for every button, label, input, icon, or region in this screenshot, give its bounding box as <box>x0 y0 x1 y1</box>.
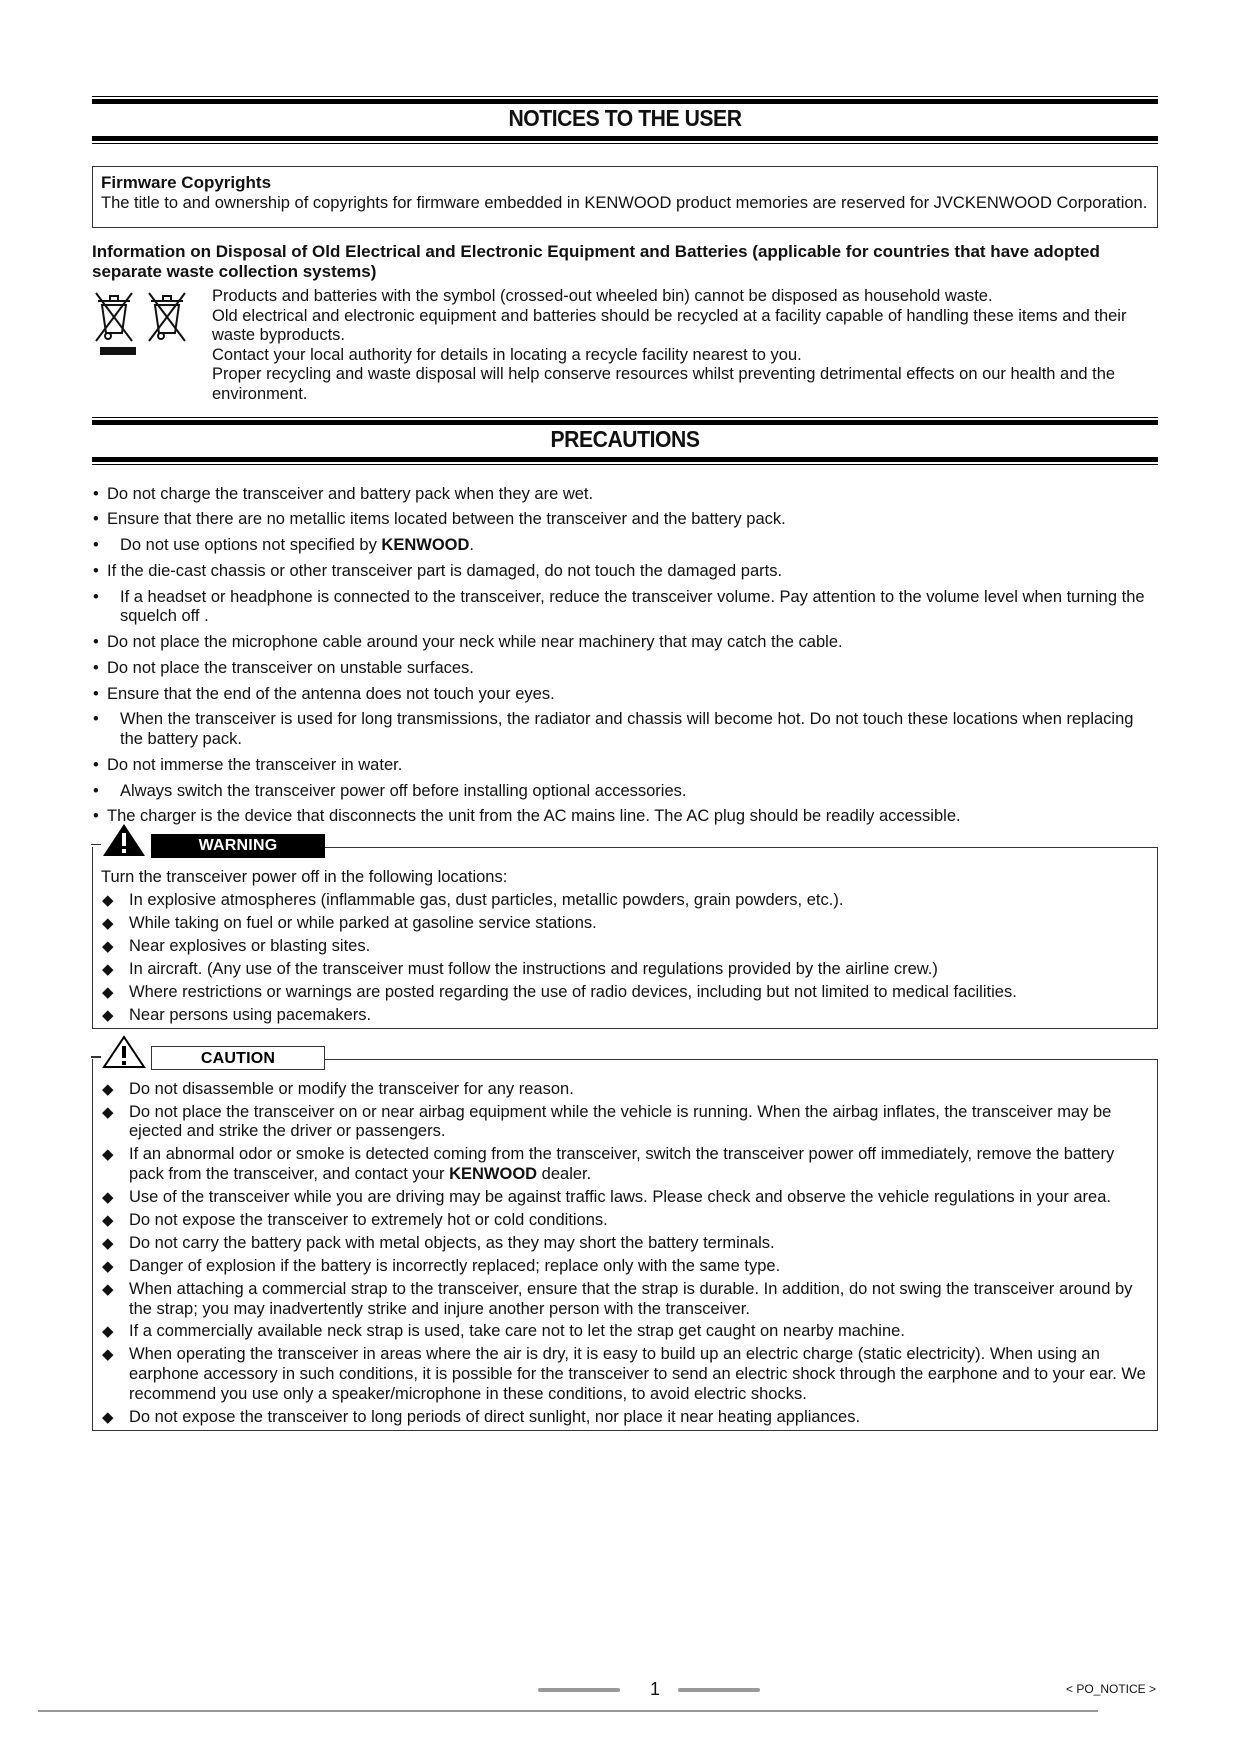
list-item: • Do not place the transceiver on unstable surfaces. <box>93 658 474 677</box>
disposal-heading: Information on Disposal of Old Electrical and Electronic Equipment and Batteries (applicable for countries that have adopted separate waste collection systems) <box>92 242 1100 281</box>
disposal-text <box>212 287 1158 405</box>
firmware-heading: Firmware Copyrights <box>101 173 272 192</box>
diamond-icon: ◆ <box>102 1323 114 1341</box>
list-item: ◆ Do not place the transceiver on or near airbag equipment while the vehicle is running. When the airbag inflates, the transceiver may be ejected and strike the driver or passengers. <box>102 1102 1112 1141</box>
diamond-icon: ◆ <box>102 1346 114 1364</box>
warning-list <box>101 891 1149 1026</box>
caution-tag <box>93 1046 323 1070</box>
diamond-icon: ◆ <box>102 1188 114 1206</box>
list-item: • Do not use options not specified by KENWOOD. <box>93 536 475 555</box>
document-page <box>92 96 1158 1431</box>
caution-label: CAUTION <box>151 1046 325 1070</box>
list-item: ◆ Do not carry the battery pack with metal objects, as they may short the battery terminals. <box>102 1233 775 1252</box>
list-item: ◆ Near explosives or blasting sites. <box>102 936 371 955</box>
list-item: ◆ Do not expose the transceiver to long periods of direct sunlight, nor place it near heating appliances. <box>102 1407 861 1426</box>
footer-divider-left <box>538 1688 620 1692</box>
list-item: • When the transceiver is used for long transmissions, the radiator and chassis will become hot. Do not touch these locations when replacing the battery pack. <box>93 710 1134 748</box>
list-item: ◆ In aircraft. (Any use of the transceiver must follow the instructions and regulations provided by the airline crew.) <box>102 959 938 978</box>
caution-box <box>92 1050 1158 1431</box>
list-item: ◆ When operating the transceiver in areas where the air is dry, it is easy to build up an electric charge (static electricity). When using an earphone accessory in such conditions, it is possible for the transceiver to send an electric shock through the earphone and to your ear. We recommend you use only a speaker/microphone in these conditions, to avoid electric shocks. <box>102 1345 1146 1403</box>
list-item: • Ensure that the end of the antenna does not touch your eyes. <box>93 684 555 703</box>
firmware-text: The title to and ownership of copyrights for firmware embedded in KENWOOD product memories are reserved for JVCKENWOOD Corporation. <box>101 194 1148 212</box>
diamond-icon: ◆ <box>102 960 114 978</box>
warning-label: WARNING <box>151 834 325 858</box>
diamond-icon: ◆ <box>102 1103 114 1121</box>
diamond-icon: ◆ <box>102 891 114 909</box>
diamond-icon: ◆ <box>102 937 114 955</box>
brand-name: KENWOOD <box>381 536 470 555</box>
list-item: • If a headset or headphone is connected to the transceiver, reduce the transceiver volume. Pay attention to the volume level when turning the squelch off . <box>93 587 1145 626</box>
list-item: • Do not place the microphone cable around your neck while near machinery that may catch the cable. <box>93 633 843 652</box>
diamond-icon: ◆ <box>102 1080 114 1098</box>
list-item: • The charger is the device that disconnects the unit from the AC mains line. The AC plug should be readily accessible. <box>93 807 961 826</box>
warning-box <box>92 836 1158 1030</box>
diamond-icon: ◆ <box>102 1408 114 1426</box>
disposal-line: Products and batteries with the symbol (crossed-out wheeled bin) cannot be disposed as household waste. <box>212 287 993 305</box>
footer-divider-right <box>678 1688 760 1692</box>
diamond-icon: ◆ <box>102 1234 114 1252</box>
disposal-line: Old electrical and electronic equipment and batteries should be recycled at a facility capable of handling these items and their waste byproducts. <box>212 306 1127 345</box>
disposal-line: Contact your local authority for details in locating a recycle facility nearest to you. <box>212 345 802 364</box>
notices-title: NOTICES TO THE USER <box>508 105 742 131</box>
warning-triangle-icon <box>101 822 147 858</box>
list-item: • Do not charge the transceiver and battery pack when they are wet. <box>93 484 594 503</box>
firmware-box <box>92 166 1158 228</box>
list-item: • Always switch the transceiver power off before installing optional accessories. <box>93 781 687 800</box>
diamond-icon: ◆ <box>102 1211 114 1229</box>
precautions-title: PRECAUTIONS <box>550 425 700 452</box>
precautions-title-bar <box>92 417 1158 465</box>
precautions-list <box>92 485 1158 827</box>
diamond-icon: ◆ <box>102 914 114 932</box>
list-item: ◆ Where restrictions or warnings are posted regarding the use of radio devices, including but not limited to medical facilities. <box>102 982 1017 1001</box>
list-item: ◆ Danger of explosion if the battery is incorrectly replaced; replace only with the same type. <box>102 1256 781 1275</box>
list-item: • Ensure that there are no metallic items located between the transceiver and the battery pack. <box>93 510 786 529</box>
caution-triangle-icon <box>101 1034 147 1070</box>
crossed-bin-icon <box>92 287 212 367</box>
diamond-icon: ◆ <box>102 1280 114 1298</box>
page-footer <box>0 1676 1241 1716</box>
list-item: ◆ If a commercially available neck strap is used, take care not to let the strap get caught on nearby machine. <box>102 1322 905 1341</box>
caution-list <box>101 1080 1149 1427</box>
list-item: ◆ Near persons using pacemakers. <box>102 1005 372 1024</box>
disposal-section <box>92 287 1158 405</box>
list-item: ◆ When attaching a commercial strap to the transceiver, ensure that the strap is durable. In addition, do not swing the transceiver around by the strap; you may inadvertently strike and injure another person with the transceiver. <box>102 1279 1133 1318</box>
list-item: ◆ While taking on fuel or while parked at gasoline service stations. <box>102 913 597 932</box>
warning-intro: Turn the transceiver power off in the following locations: <box>101 867 508 886</box>
footer-rule <box>38 1710 1098 1712</box>
disposal-icons <box>92 287 212 367</box>
diamond-icon: ◆ <box>102 1006 114 1024</box>
diamond-icon: ◆ <box>102 1146 114 1164</box>
brand-name: KENWOOD <box>449 1164 538 1183</box>
disposal-line: Proper recycling and waste disposal will help conserve resources whilst preventing detrimental effects on our health and the environment. <box>212 365 1116 403</box>
list-item: • Do not immerse the transceiver in water. <box>93 755 403 774</box>
list-item: ◆ Do not expose the transceiver to extremely hot or cold conditions. <box>102 1210 608 1229</box>
list-item: ◆ Use of the transceiver while you are driving may be against traffic laws. Please check and observe the vehicle regulations in your area. <box>102 1187 1111 1206</box>
diamond-icon: ◆ <box>102 1257 114 1275</box>
notices-title-bar <box>92 96 1158 144</box>
list-item: ◆ In explosive atmospheres (inflammable gas, dust particles, metallic powders, grain powders, etc.). <box>102 890 844 909</box>
list-item: ◆ If an abnormal odor or smoke is detected coming from the transceiver, switch the transceiver power off immediately, remove the battery pack from the transceiver, and contact your KENWOOD dealer. <box>102 1145 1115 1183</box>
list-item: ◆ Do not disassemble or modify the transceiver for any reason. <box>102 1079 574 1098</box>
document-code: < PO_NOTICE > <box>1066 1682 1157 1696</box>
warning-tag <box>93 834 323 858</box>
list-item: • If the die-cast chassis or other transceiver part is damaged, do not touch the damaged parts. <box>93 561 783 580</box>
page-number: 1 <box>650 1679 661 1699</box>
diamond-icon: ◆ <box>102 983 114 1001</box>
